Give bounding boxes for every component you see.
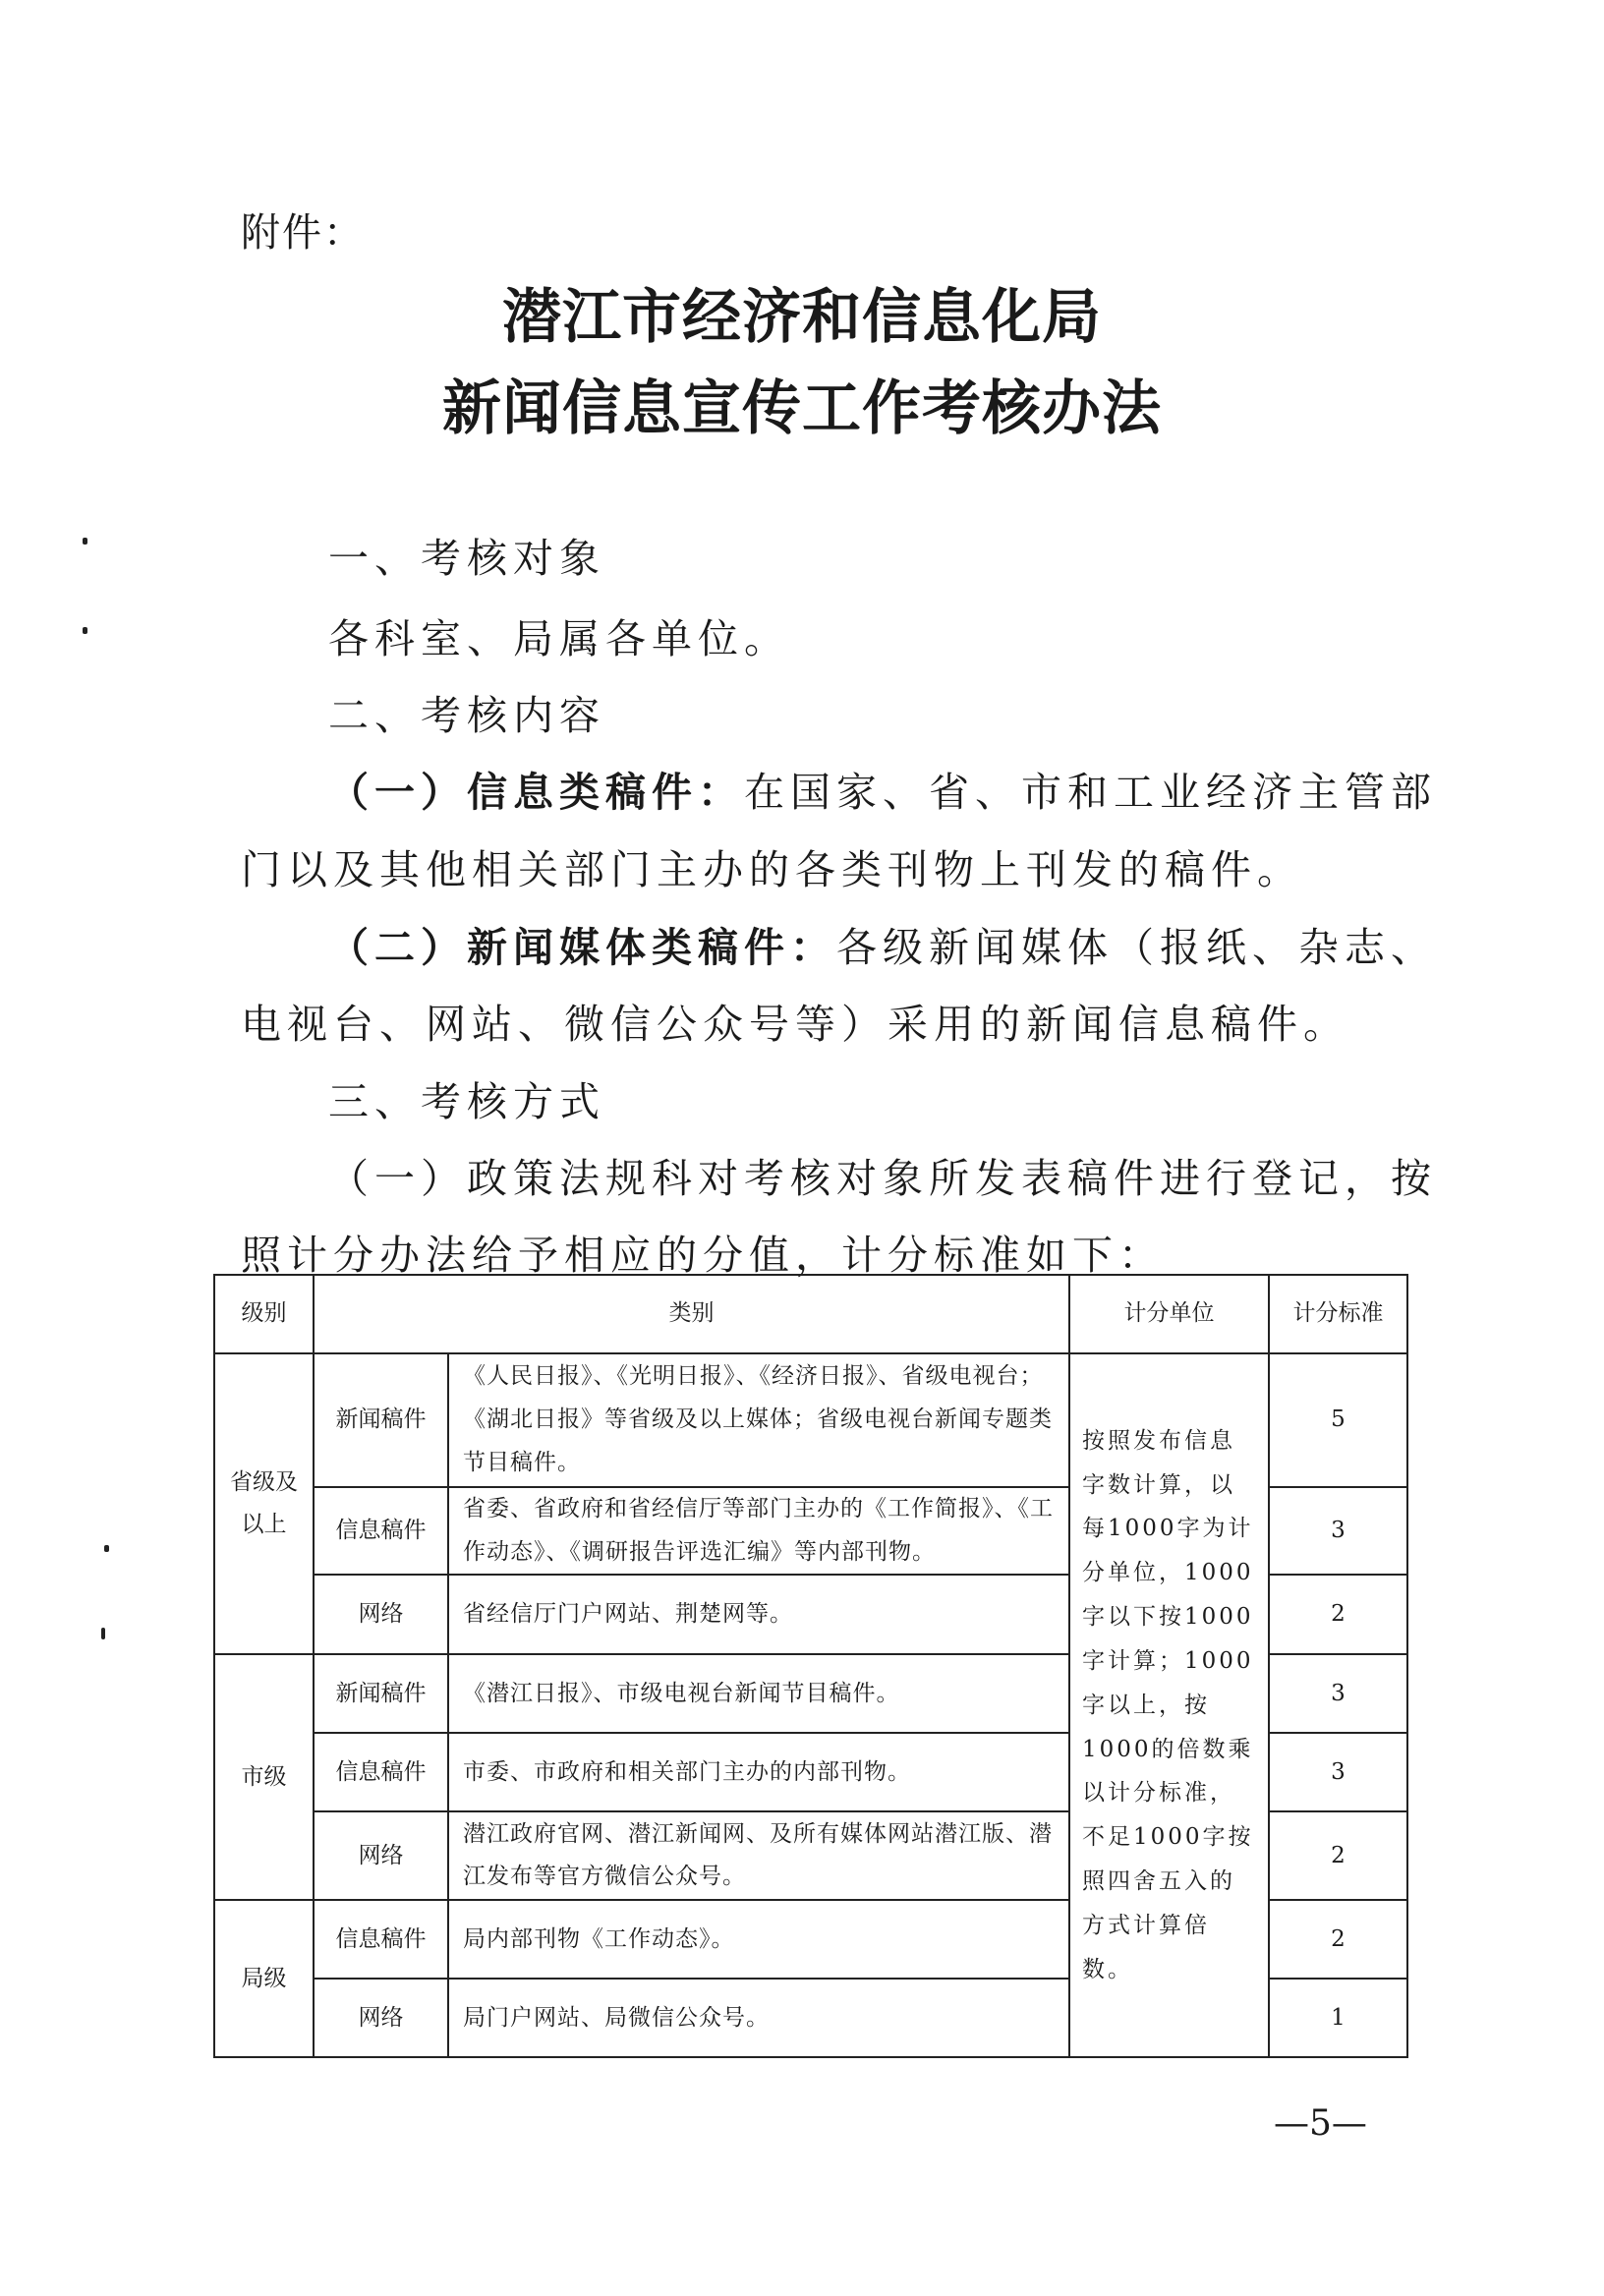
header-level: 级别: [214, 1275, 314, 1353]
type-cell: 新闻稿件: [314, 1353, 448, 1487]
header-category: 类别: [314, 1275, 1069, 1353]
desc-cell: 《人民日报》、《光明日报》、《经济日报》、省级电视台；《湖北日报》等省级及以上媒体；省级电视台新闻专题类节目稿件。: [448, 1353, 1069, 1487]
item-text: 在国家、省、市和工业经济主管部: [744, 769, 1437, 816]
level-cell: 局级: [214, 1900, 314, 2057]
table-header-row: [214, 1275, 1407, 1353]
item-info-manuscripts: [328, 760, 1437, 818]
desc-cell: 市委、市政府和相关部门主办的内部刊物。: [448, 1733, 1069, 1811]
item-text-continued: 门以及其他相关部门主办的各类刊物上刊发的稿件。: [241, 846, 1303, 893]
type-cell: 网络: [314, 1575, 448, 1654]
score-cell: 1: [1269, 1979, 1407, 2057]
section-heading-3: 三、考核方式: [328, 1078, 605, 1125]
desc-cell: 《潜江日报》、市级电视台新闻节目稿件。: [448, 1654, 1069, 1733]
item-text-continued: 电视台、网站、微信公众号等）采用的新闻信息稿件。: [241, 1001, 1349, 1048]
item-text: 各级新闻媒体（报纸、杂志、: [836, 924, 1437, 971]
type-cell: 信息稿件: [314, 1900, 448, 1979]
type-cell: 新闻稿件: [314, 1654, 448, 1733]
desc-cell: 局内部刊物《工作动态》。: [448, 1900, 1069, 1979]
document-title-line1: 潜江市经济和信息化局: [502, 283, 1102, 352]
header-unit: 计分单位: [1069, 1275, 1269, 1353]
scan-mark: [83, 627, 87, 634]
section-heading-1: 一、考核对象: [328, 535, 605, 582]
desc-cell: 省经信厅门户网站、荆楚网等。: [448, 1575, 1069, 1654]
score-cell: 2: [1269, 1811, 1407, 1900]
type-cell: 信息稿件: [314, 1487, 448, 1575]
level-cell: 市级: [214, 1654, 314, 1900]
score-cell: 2: [1269, 1900, 1407, 1979]
scoring-table: [213, 1274, 1408, 2058]
attachment-label: 附件：: [241, 210, 365, 256]
level-cell: 省级及以上: [214, 1353, 314, 1654]
type-cell: 网络: [314, 1811, 448, 1900]
item-label: （一）信息类稿件：: [328, 769, 744, 816]
desc-cell: 省委、省政府和省经信厅等部门主办的《工作简报》、《工作动态》、《调研报告评选汇编》等内部刊物。: [448, 1487, 1069, 1575]
section-heading-2: 二、考核内容: [328, 692, 605, 739]
score-cell: 5: [1269, 1353, 1407, 1487]
document-title-line2: 新闻信息宣传工作考核办法: [442, 374, 1162, 443]
unit-cell: 按照发布信息字数计算，以每1000字为计分单位，1000字以下按1000字计算；1000字以上，按1000的倍数乘以计分标准，不足1000字按照四舍五入的方式计算倍数。: [1069, 1353, 1269, 2057]
scan-mark: [83, 538, 87, 545]
score-cell: 3: [1269, 1487, 1407, 1575]
scan-mark: [101, 1628, 105, 1639]
item-label: （二）新闻媒体类稿件：: [328, 924, 836, 971]
score-cell: 3: [1269, 1654, 1407, 1733]
desc-cell: 潜江政府官网、潜江新闻网、及所有媒体网站潜江版、潜江发布等官方微信公众号。: [448, 1811, 1069, 1900]
section-body-1: 各科室、局属各单位。: [328, 615, 790, 662]
desc-cell: 局门户网站、局微信公众号。: [448, 1979, 1069, 2057]
page-number: —5—: [1274, 2103, 1367, 2144]
score-cell: 3: [1269, 1733, 1407, 1811]
score-cell: 2: [1269, 1575, 1407, 1654]
section-body-3: （一）政策法规科对考核对象所发表稿件进行登记，按: [328, 1155, 1437, 1202]
type-cell: 网络: [314, 1979, 448, 2057]
type-cell: 信息稿件: [314, 1733, 448, 1811]
item-news-media-manuscripts: [328, 915, 1437, 973]
header-score: 计分标准: [1269, 1275, 1407, 1353]
scan-mark: [104, 1545, 109, 1552]
table-row: [214, 1353, 1407, 1487]
section-body-3-continued: 照计分办法给予相应的分值，计分标准如下：: [241, 1232, 1165, 1279]
